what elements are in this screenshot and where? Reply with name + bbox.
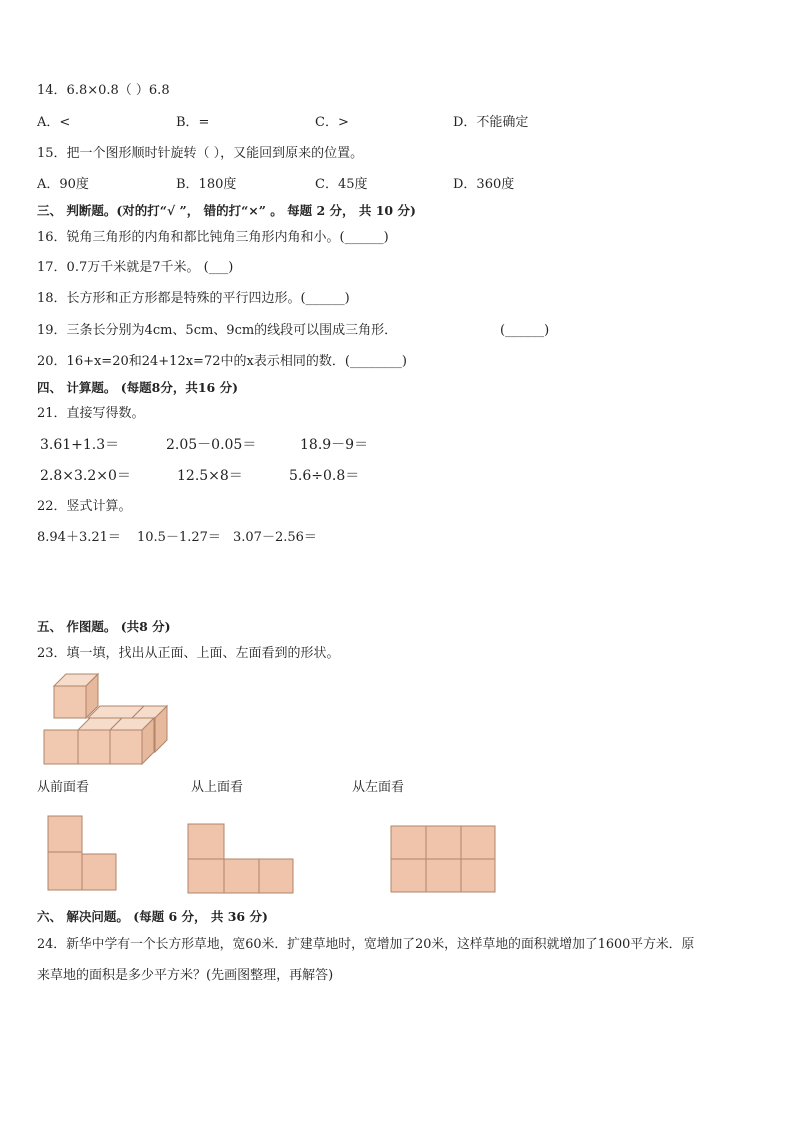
section-6-title: 六、 解决问题。 (每题 6 分， 共 36 分) (37, 909, 268, 924)
q14-stem: 14．6.8×0.8（ ）6.8 (37, 83, 170, 98)
q23-stem: 23．填一填，找出从正面、上面、左面看到的形状。 (37, 646, 340, 661)
top-view-shape (186, 822, 296, 896)
q15-option-a[interactable]: A．90度 (37, 177, 89, 192)
view-label-top: 从上面看 (191, 780, 244, 795)
section-4-title: 四、 计算题。 (每题8分，共16 分) (37, 380, 238, 395)
section-5-title: 五、 作图题。 (共8 分) (37, 619, 171, 634)
q18: 18．长方形和正方形都是特殊的平行四边形。(______) (37, 291, 350, 306)
q20: 20．16+x=20和24+12x=72中的x表示相同的数．(________) (37, 354, 407, 369)
view-label-front: 从前面看 (37, 780, 90, 795)
q14-option-c[interactable]: C．> (315, 115, 349, 130)
q15-option-b[interactable]: B．180度 (176, 177, 237, 192)
q21-stem: 21．直接写得数。 (37, 406, 145, 421)
q15-option-c[interactable]: C．45度 (315, 177, 368, 192)
cube-front-row (44, 718, 154, 764)
cube-top-single (54, 674, 98, 718)
q15-option-d[interactable]: D．360度 (453, 177, 515, 192)
q21-item-2: 2.05－0.05＝ (166, 437, 257, 453)
q21-item-4: 2.8×3.2×0＝ (40, 468, 131, 484)
q14-option-d[interactable]: D．不能确定 (453, 115, 529, 130)
q19-blank[interactable]: (______) (500, 323, 550, 338)
q17: 17．0.7万千米就是7千米。 (___) (37, 260, 234, 275)
q15-stem: 15．把一个图形顺时针旋转（ ），又能回到原来的位置。 (37, 146, 364, 161)
q24-line-1: 24．新华中学有一个长方形草地，宽60米．扩建草地时，宽增加了20米，这样草地的面积就增加了1600平方米．原 (37, 937, 695, 952)
q21-item-6: 5.6÷0.8＝ (289, 468, 360, 484)
q21-item-1: 3.61+1.3＝ (40, 437, 120, 453)
view-label-left: 从左面看 (352, 780, 405, 795)
front-view-shape (46, 814, 120, 894)
cube-stack-figure (40, 672, 172, 766)
q21-item-3: 18.9－9＝ (300, 437, 369, 453)
q19-text: 19．三条长分别为4cm、5cm、9cm的线段可以围成三角形． (37, 323, 398, 338)
q16: 16．锐角三角形的内角和都比钝角三角形内角和小。(______) (37, 230, 389, 245)
q14-option-a[interactable]: A．< (37, 115, 71, 130)
q21-item-5: 12.5×8＝ (177, 468, 243, 484)
q22-item-2: 10.5－1.27＝ (137, 530, 221, 545)
q24-line-2: 来草地的面积是多少平方米？(先画图整理，再解答) (37, 968, 334, 983)
section-3-title: 三、 判断题。(对的打“√ ”， 错的打“×” 。 每题 2 分， 共 10 分) (37, 203, 416, 218)
q22-stem: 22．竖式计算。 (37, 499, 132, 514)
q14-option-b[interactable]: B．= (176, 115, 210, 130)
q22-item-3: 3.07－2.56＝ (233, 530, 317, 545)
left-view-shape (389, 824, 499, 896)
q22-item-1: 8.94＋3.21＝ (37, 530, 121, 545)
